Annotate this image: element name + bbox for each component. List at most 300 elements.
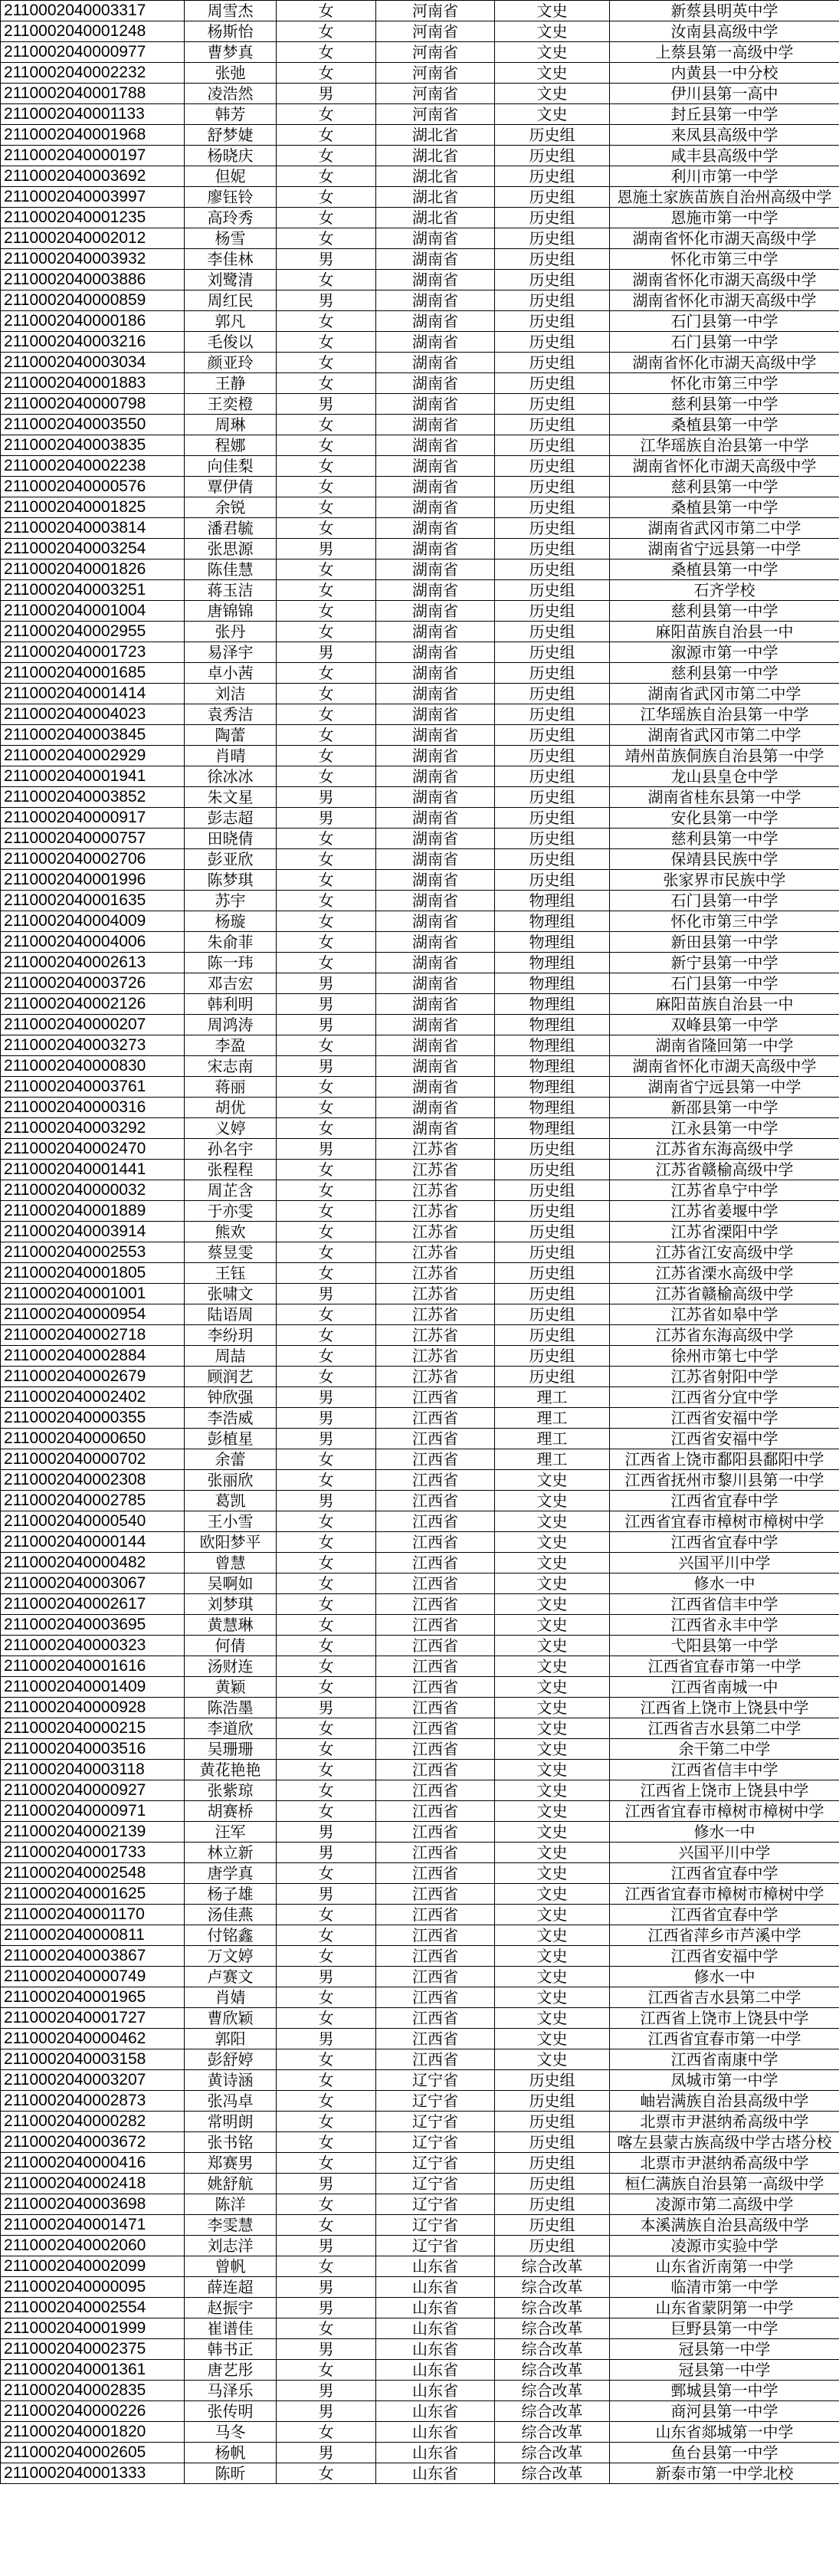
gender-cell: 女 [277,187,376,208]
province-cell: 江苏省 [376,1325,495,1346]
gender-cell: 男 [277,1139,376,1160]
province-cell: 辽宁省 [376,2153,495,2174]
school-cell: 巨野县第一中学 [610,2318,839,2339]
school-cell: 湖南省怀化市湖天高级中学 [610,290,839,311]
student-id-cell: 2110002040003814 [1,518,185,539]
subject-cell: 历史组 [495,456,610,477]
province-cell: 江苏省 [376,1160,495,1180]
student-id-cell: 2110002040001820 [1,2422,185,2443]
student-id-cell: 2110002040000416 [1,2153,185,2174]
subject-cell: 历史组 [495,684,610,704]
name-cell: 汤财连 [185,1656,277,1677]
school-cell: 江苏省姜堰中学 [610,1201,839,1222]
student-id-cell: 2110002040001805 [1,1263,185,1284]
gender-cell: 男 [277,84,376,104]
subject-cell: 历史组 [495,1325,610,1346]
name-cell: 钟欣强 [185,1387,277,1408]
gender-cell: 女 [277,2153,376,2174]
student-id-cell: 2110002040002706 [1,849,185,870]
name-cell: 刘梦琪 [185,1594,277,1615]
subject-cell: 综合改革 [495,2360,610,2381]
name-cell: 张程程 [185,1160,277,1180]
student-id-cell: 2110002040003997 [1,187,185,208]
student-id-cell: 2110002040001788 [1,84,185,104]
province-cell: 湖南省 [376,601,495,622]
student-id-cell: 2110002040002554 [1,2298,185,2318]
school-cell: 江西省上饶市上饶县中学 [610,2008,839,2029]
student-id-cell: 2110002040000316 [1,1098,185,1118]
gender-cell: 女 [277,1367,376,1387]
subject-cell: 文史 [495,63,610,84]
name-cell: 杨璇 [185,911,277,932]
table-row [1,704,839,725]
name-cell: 马泽乐 [185,2381,277,2401]
name-cell: 义婷 [185,1118,277,1139]
school-cell: 麻阳苗族自治县一中 [610,622,839,642]
subject-cell: 历史组 [495,622,610,642]
table-row [1,415,839,435]
table-row [1,1801,839,1822]
gender-cell: 女 [277,1035,376,1056]
table-row [1,332,839,353]
province-cell: 湖南省 [376,435,495,456]
school-cell: 石门县第一中学 [610,891,839,911]
province-cell: 湖南省 [376,332,495,353]
name-cell: 李佳林 [185,249,277,270]
name-cell: 张冯卓 [185,2091,277,2112]
subject-cell: 历史组 [495,415,610,435]
province-cell: 湖南省 [376,787,495,808]
subject-cell: 综合改革 [495,2318,610,2339]
table-row [1,104,839,125]
gender-cell: 女 [277,601,376,622]
table-row [1,1118,839,1139]
table-row [1,2215,839,2236]
gender-cell: 女 [277,2008,376,2029]
name-cell: 余蕾 [185,1449,277,1470]
gender-cell: 女 [277,146,376,166]
gender-cell: 男 [277,1429,376,1449]
name-cell: 唐锦锦 [185,601,277,622]
province-cell: 山东省 [376,2381,495,2401]
name-cell: 陈一玮 [185,953,277,973]
student-id-cell: 2110002040000032 [1,1180,185,1201]
subject-cell: 物理组 [495,1077,610,1098]
gender-cell: 女 [277,1077,376,1098]
subject-cell: 物理组 [495,1015,610,1035]
name-cell: 宋志南 [185,1056,277,1077]
school-cell: 龙山县皇仓中学 [610,766,839,787]
name-cell: 陈洋 [185,2194,277,2215]
table-row [1,1222,839,1242]
table-row [1,2318,839,2339]
province-cell: 河南省 [376,21,495,42]
province-cell: 湖北省 [376,208,495,228]
name-cell: 王静 [185,373,277,394]
name-cell: 张丹 [185,622,277,642]
province-cell: 河南省 [376,63,495,84]
name-cell: 刘志洋 [185,2236,277,2256]
name-cell: 田晓倩 [185,829,277,849]
subject-cell: 历史组 [495,1180,610,1201]
school-cell: 北票市尹湛纳希高级中学 [610,2112,839,2132]
student-id-cell: 2110002040001685 [1,663,185,684]
table-row [1,518,839,539]
school-cell: 江华瑶族自治县第一中学 [610,435,839,456]
name-cell: 邓吉宏 [185,973,277,994]
province-cell: 湖南省 [376,973,495,994]
school-cell: 江西省分宜中学 [610,1387,839,1408]
province-cell: 江苏省 [376,1180,495,1201]
subject-cell: 文史 [495,1698,610,1718]
subject-cell: 文史 [495,1739,610,1760]
school-cell: 江苏省射阳中学 [610,1367,839,1387]
table-row [1,1946,839,1967]
student-id-cell: 2110002040003852 [1,787,185,808]
province-cell: 辽宁省 [376,2194,495,2215]
subject-cell: 历史组 [495,2215,610,2236]
table-row [1,394,839,415]
student-id-cell: 2110002040001001 [1,1284,185,1304]
school-cell: 江西省宜春市樟树市樟树中学 [610,1801,839,1822]
student-id-cell: 2110002040000215 [1,1718,185,1739]
province-cell: 湖南省 [376,497,495,518]
name-cell: 张思源 [185,539,277,560]
subject-cell: 历史组 [495,2153,610,2174]
table-row [1,1967,839,1987]
name-cell: 欧阳梦平 [185,1532,277,1553]
school-cell: 石门县第一中学 [610,332,839,353]
school-cell: 恩施市第一中学 [610,208,839,228]
student-id-cell: 2110002040001825 [1,497,185,518]
student-id-cell: 2110002040001883 [1,373,185,394]
subject-cell: 历史组 [495,146,610,166]
table-row [1,125,839,146]
province-cell: 湖南省 [376,642,495,663]
table-row [1,1408,839,1429]
table-row [1,1284,839,1304]
subject-cell: 历史组 [495,1242,610,1263]
name-cell: 徐冰冰 [185,766,277,787]
student-id-cell: 2110002040003317 [1,1,185,21]
school-cell: 余干第二中学 [610,1739,839,1760]
gender-cell: 女 [277,1160,376,1180]
gender-cell: 女 [277,953,376,973]
table-row [1,1863,839,1884]
name-cell: 陈浩墨 [185,1698,277,1718]
province-cell: 江西省 [376,1636,495,1656]
school-cell: 喀左县蒙古族高级中学古塔分校 [610,2132,839,2153]
subject-cell: 历史组 [495,560,610,580]
name-cell: 郭阳 [185,2029,277,2049]
gender-cell: 女 [277,663,376,684]
school-cell: 山东省沂南第一中学 [610,2256,839,2277]
gender-cell: 女 [277,1801,376,1822]
province-cell: 江西省 [376,1553,495,1573]
subject-cell: 历史组 [495,311,610,332]
student-id-cell: 2110002040001616 [1,1656,185,1677]
province-cell: 江西省 [376,1987,495,2008]
student-id-cell: 2110002040001333 [1,2463,185,2484]
province-cell: 江西省 [376,1863,495,1884]
name-cell: 李道欣 [185,1718,277,1739]
school-cell: 江西省安福中学 [610,1946,839,1967]
table-row [1,994,839,1015]
student-id-cell: 2110002040000576 [1,477,185,497]
province-cell: 江苏省 [376,1263,495,1284]
province-cell: 江西省 [376,1967,495,1987]
student-id-cell: 2110002040000197 [1,146,185,166]
school-cell: 江苏省东海高级中学 [610,1139,839,1160]
province-cell: 江苏省 [376,1367,495,1387]
student-id-cell: 2110002040002679 [1,1367,185,1387]
province-cell: 江西省 [376,1698,495,1718]
province-cell: 江西省 [376,1594,495,1615]
table-row [1,21,839,42]
student-id-cell: 2110002040000977 [1,42,185,63]
subject-cell: 历史组 [495,829,610,849]
province-cell: 江西省 [376,1615,495,1636]
table-row [1,2236,839,2256]
subject-cell: 历史组 [495,1222,610,1242]
subject-cell: 历史组 [495,2132,610,2153]
table-row [1,2194,839,2215]
school-cell: 张家界市民族中学 [610,870,839,891]
school-cell: 江西省信丰中学 [610,1594,839,1615]
province-cell: 湖南省 [376,518,495,539]
student-id-cell: 2110002040003207 [1,2070,185,2091]
school-cell: 咸丰县高级中学 [610,146,839,166]
table-row [1,2112,839,2132]
table-row [1,932,839,953]
table-row [1,1242,839,1263]
student-id-cell: 2110002040003932 [1,249,185,270]
school-cell: 湖南省桂东县第一中学 [610,787,839,808]
name-cell: 卢赛文 [185,1967,277,1987]
gender-cell: 女 [277,1118,376,1139]
subject-cell: 理工 [495,1408,610,1429]
subject-cell: 物理组 [495,911,610,932]
student-id-cell: 2110002040002418 [1,2174,185,2194]
table-row [1,1429,839,1449]
gender-cell: 男 [277,1408,376,1429]
gender-cell: 男 [277,973,376,994]
gender-cell: 男 [277,394,376,415]
province-cell: 辽宁省 [376,2236,495,2256]
student-id-cell: 2110002040003726 [1,973,185,994]
school-cell: 慈利县第一中学 [610,601,839,622]
province-cell: 湖南省 [376,1035,495,1056]
table-row [1,1367,839,1387]
gender-cell: 女 [277,1946,376,1967]
subject-cell: 理工 [495,1429,610,1449]
subject-cell: 历史组 [495,1346,610,1367]
subject-cell: 文史 [495,1967,610,1987]
name-cell: 崔谱佳 [185,2318,277,2339]
school-cell: 石门县第一中学 [610,973,839,994]
student-id-cell: 2110002040004006 [1,932,185,953]
table-row [1,1056,839,1077]
school-cell: 恩施土家族苗族自治州高级中学 [610,187,839,208]
school-cell: 双峰县第一中学 [610,1015,839,1035]
student-id-cell: 2110002040000928 [1,1698,185,1718]
gender-cell: 女 [277,746,376,766]
name-cell: 韩利明 [185,994,277,1015]
table-row [1,166,839,187]
school-cell: 商河县第一中学 [610,2401,839,2422]
province-cell: 山东省 [376,2256,495,2277]
student-id-cell: 2110002040003886 [1,270,185,290]
subject-cell: 历史组 [495,704,610,725]
school-cell: 山东省蒙阴第一中学 [610,2298,839,2318]
school-cell: 靖州苗族侗族自治县第一中学 [610,746,839,766]
name-cell: 刘洁 [185,684,277,704]
student-id-cell: 2110002040002126 [1,994,185,1015]
gender-cell: 女 [277,477,376,497]
school-cell: 安化县第一中学 [610,808,839,829]
student-id-cell: 2110002040001999 [1,2318,185,2339]
subject-cell: 历史组 [495,125,610,146]
subject-cell: 文史 [495,1780,610,1801]
province-cell: 湖南省 [376,415,495,435]
student-id-cell: 2110002040003251 [1,580,185,601]
subject-cell: 物理组 [495,973,610,994]
name-cell: 李雯慧 [185,2215,277,2236]
table-row [1,1636,839,1656]
gender-cell: 女 [277,1098,376,1118]
student-id-cell: 2110002040001361 [1,2360,185,2381]
province-cell: 山东省 [376,2339,495,2360]
student-id-cell: 2110002040003695 [1,1615,185,1636]
subject-cell: 文史 [495,84,610,104]
student-id-cell: 2110002040001723 [1,642,185,663]
gender-cell: 女 [277,1718,376,1739]
name-cell: 张紫琼 [185,1780,277,1801]
school-cell: 江苏省东海高级中学 [610,1325,839,1346]
school-cell: 湖南省怀化市湖天高级中学 [610,353,839,373]
subject-cell: 文史 [495,1573,610,1594]
school-cell: 江西省上饶市鄱阳县鄱阳中学 [610,1449,839,1470]
gender-cell: 女 [277,1201,376,1222]
school-cell: 江西省安福中学 [610,1408,839,1429]
province-cell: 湖南省 [376,249,495,270]
student-id-cell: 2110002040002955 [1,622,185,642]
student-id-cell: 2110002040001409 [1,1677,185,1698]
gender-cell: 女 [277,2463,376,2484]
school-cell: 江永县第一中学 [610,1118,839,1139]
province-cell: 河南省 [376,104,495,125]
student-id-cell: 2110002040002548 [1,1863,185,1884]
gender-cell: 女 [277,1863,376,1884]
name-cell: 郭凡 [185,311,277,332]
table-row [1,497,839,518]
gender-cell: 女 [277,684,376,704]
school-cell: 江西省上饶市上饶县中学 [610,1780,839,1801]
subject-cell: 历史组 [495,725,610,746]
school-cell: 江苏省赣榆高级中学 [610,1284,839,1304]
student-id-cell: 2110002040000144 [1,1532,185,1553]
subject-cell: 历史组 [495,2236,610,2256]
school-cell: 江西省宜春市第一中学 [610,1656,839,1677]
student-id-cell: 2110002040003273 [1,1035,185,1056]
province-cell: 江西省 [376,1718,495,1739]
subject-cell: 文史 [495,42,610,63]
gender-cell: 女 [277,1987,376,2008]
student-id-cell: 2110002040001248 [1,21,185,42]
school-cell: 新田县第一中学 [610,932,839,953]
province-cell: 江西省 [376,2029,495,2049]
gender-cell: 女 [277,2132,376,2153]
name-cell: 黄花艳艳 [185,1760,277,1780]
student-id-cell: 2110002040000927 [1,1780,185,1801]
school-cell: 修水一中 [610,1967,839,1987]
subject-cell: 文史 [495,1925,610,1946]
school-cell: 新邵县第一中学 [610,1098,839,1118]
student-id-cell: 2110002040002929 [1,746,185,766]
school-cell: 保靖县民族中学 [610,849,839,870]
name-cell: 杨晓庆 [185,146,277,166]
province-cell: 江西省 [376,1843,495,1863]
school-cell: 江西省宜春市第一中学 [610,2029,839,2049]
table-row [1,1532,839,1553]
gender-cell: 女 [277,2112,376,2132]
name-cell: 周琳 [185,415,277,435]
subject-cell: 文史 [495,1594,610,1615]
province-cell: 江西省 [376,1470,495,1491]
name-cell: 杨帆 [185,2443,277,2463]
gender-cell: 女 [277,1532,376,1553]
province-cell: 江西省 [376,1677,495,1698]
table-row [1,84,839,104]
table-row [1,1553,839,1573]
school-cell: 江西省安福中学 [610,1429,839,1449]
subject-cell: 历史组 [495,1160,610,1180]
province-cell: 江西省 [376,1780,495,1801]
gender-cell: 女 [277,2256,376,2277]
province-cell: 湖南省 [376,932,495,953]
name-cell: 周红民 [185,290,277,311]
school-cell: 麻阳苗族自治县一中 [610,994,839,1015]
name-cell: 李盈 [185,1035,277,1056]
subject-cell: 物理组 [495,1035,610,1056]
gender-cell: 女 [277,270,376,290]
subject-cell: 历史组 [495,1201,610,1222]
subject-cell: 文史 [495,1656,610,1677]
province-cell: 辽宁省 [376,2132,495,2153]
subject-cell: 历史组 [495,208,610,228]
table-row [1,1180,839,1201]
gender-cell: 男 [277,2174,376,2194]
school-cell: 本溪满族自治县高级中学 [610,2215,839,2236]
school-cell: 江西省信丰中学 [610,1760,839,1780]
subject-cell: 文史 [495,1946,610,1967]
student-id-cell: 2110002040000811 [1,1925,185,1946]
table-row [1,1139,839,1160]
name-cell: 陈梦琪 [185,870,277,891]
name-cell: 周芷含 [185,1180,277,1201]
gender-cell: 女 [277,435,376,456]
school-cell: 湖南省武冈市第二中学 [610,684,839,704]
name-cell: 凌浩然 [185,84,277,104]
gender-cell: 女 [277,1760,376,1780]
province-cell: 山东省 [376,2463,495,2484]
table-row [1,1843,839,1863]
gender-cell: 女 [277,560,376,580]
subject-cell: 历史组 [495,1367,610,1387]
gender-cell: 女 [277,63,376,84]
school-cell: 湖南省武冈市第二中学 [610,518,839,539]
school-cell: 临清市第一中学 [610,2277,839,2298]
